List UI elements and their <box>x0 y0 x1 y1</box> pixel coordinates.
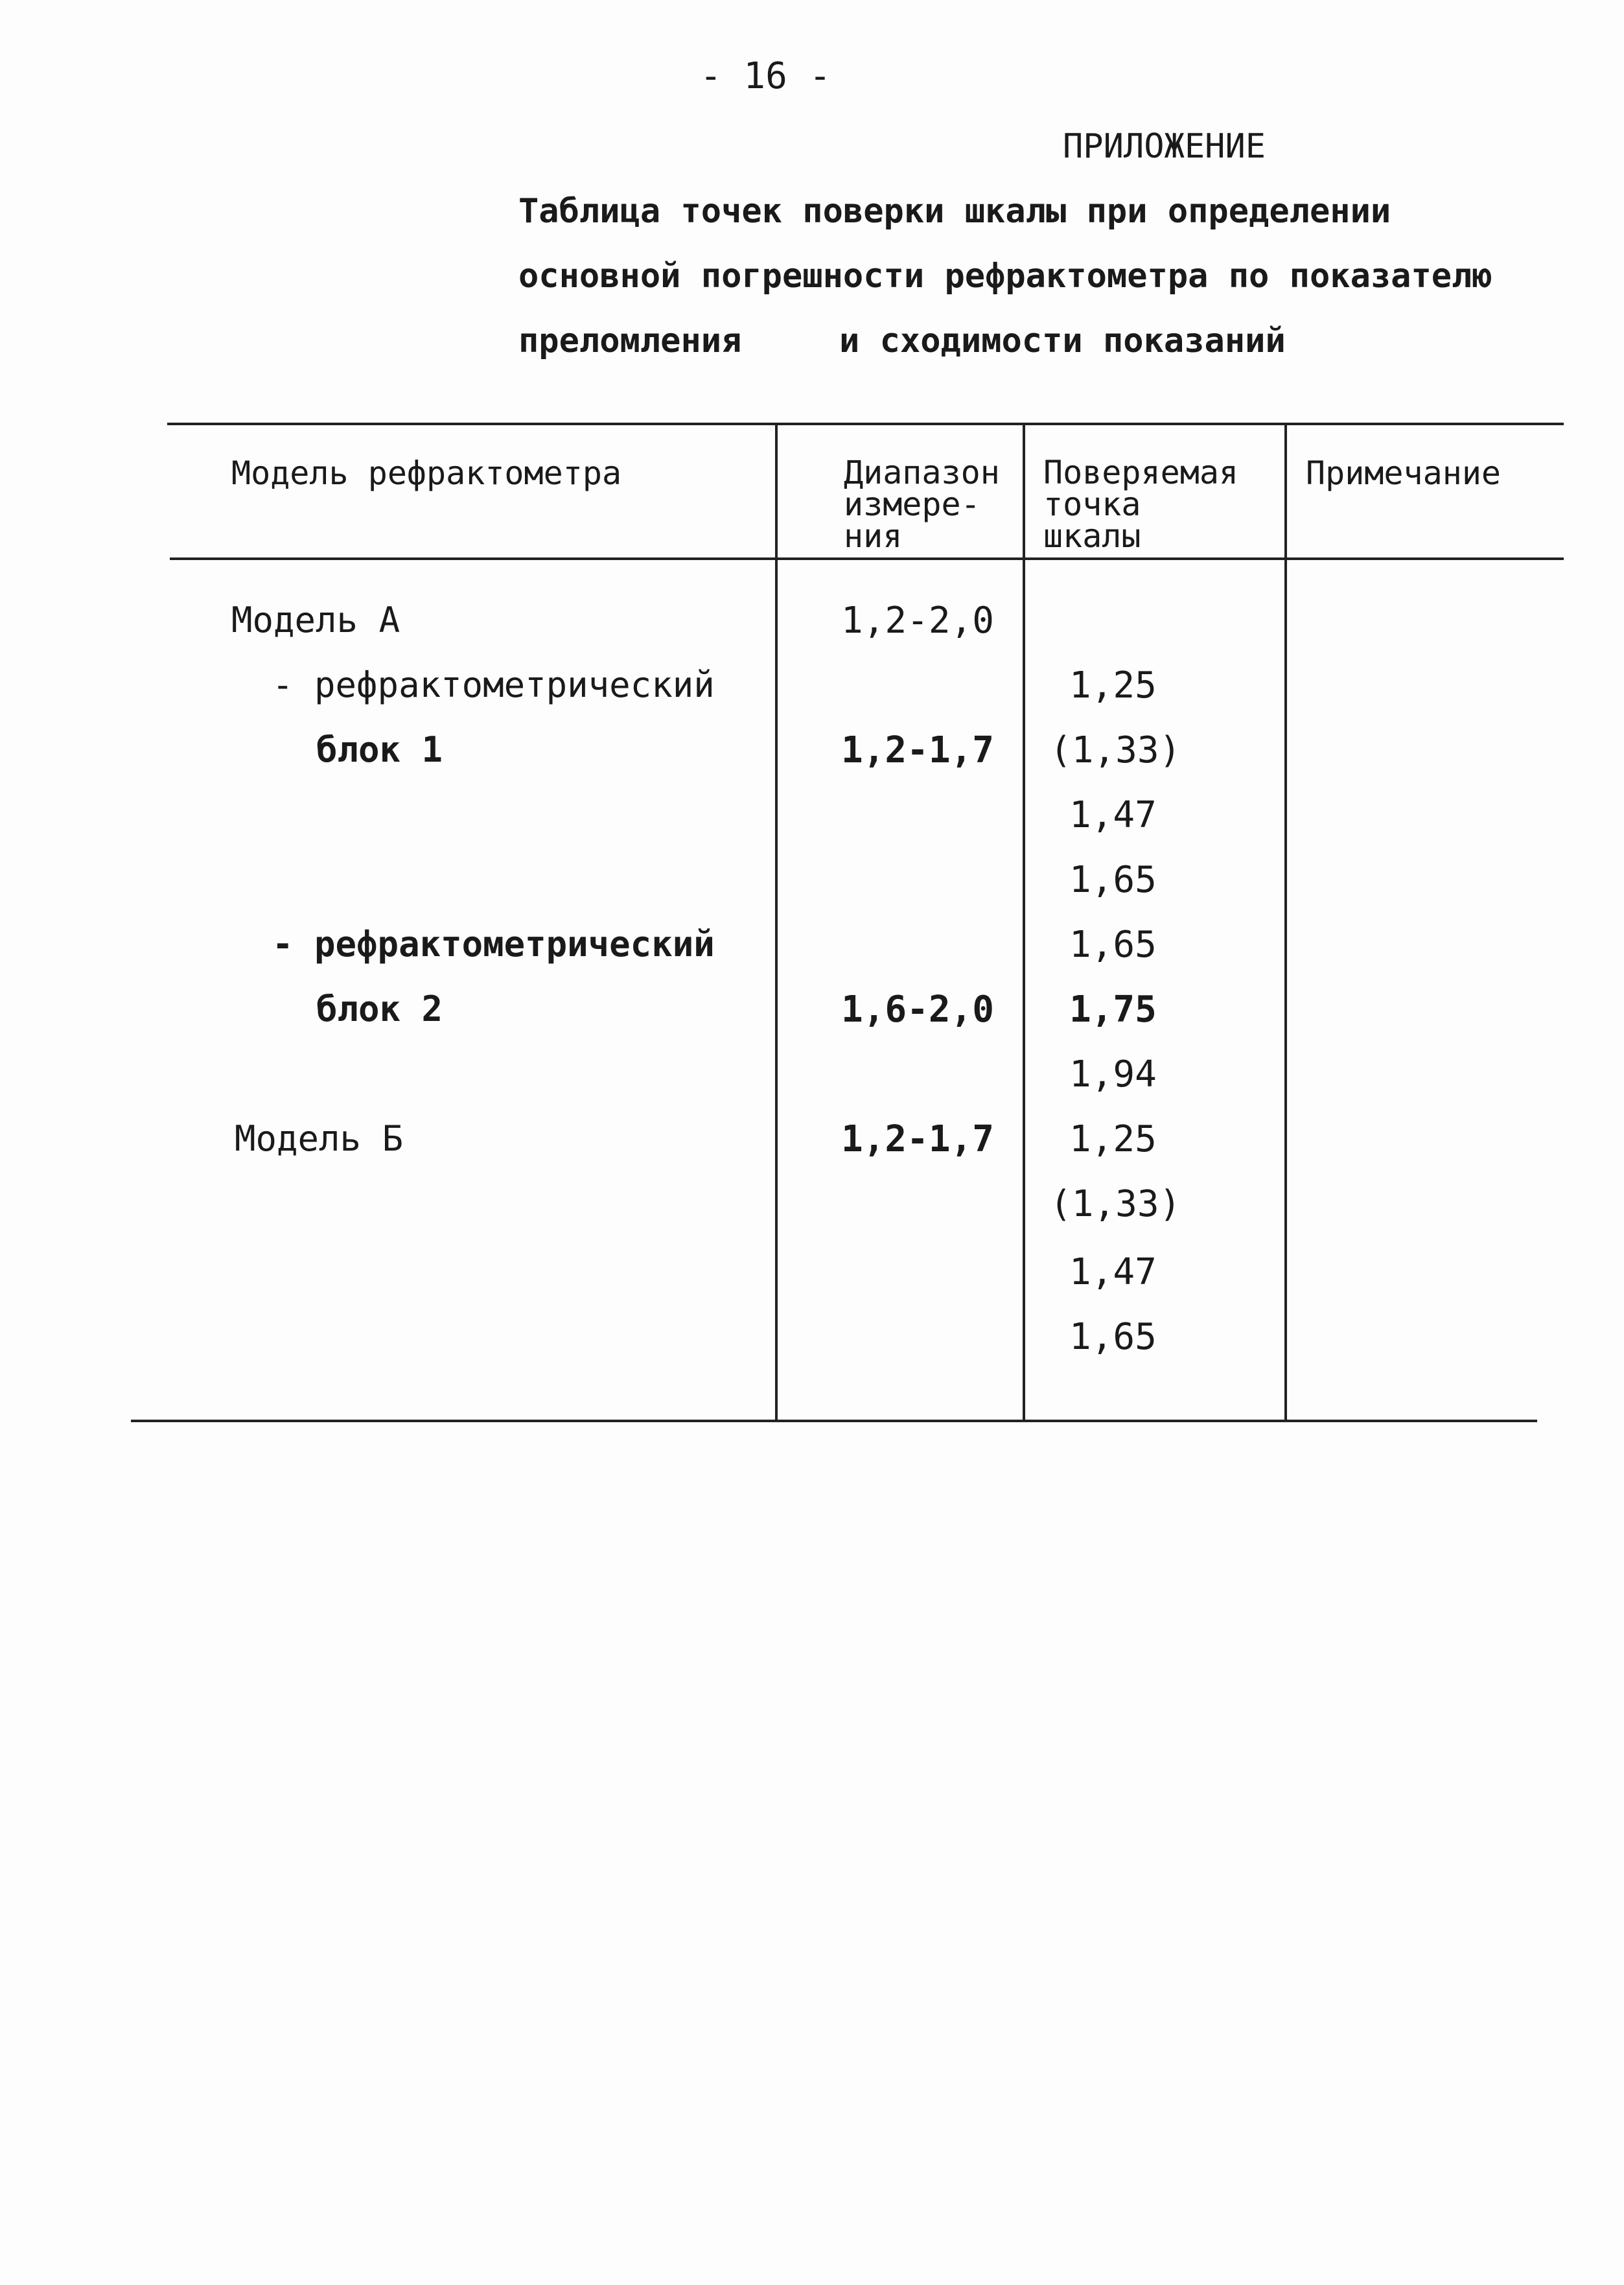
point-10: 1,47 <box>1069 1251 1157 1293</box>
header-point-line-1: Поверяемая <box>1043 454 1239 491</box>
table-header-rule <box>170 557 1564 560</box>
range-block-1: 1,2-1,7 <box>841 729 995 771</box>
table-title-line-1: Таблица точек поверки шкалы при определении <box>518 192 1391 231</box>
model-a-block-1-number: блок 1 <box>316 729 443 770</box>
range-model-b: 1,2-1,7 <box>841 1118 995 1160</box>
table-bottom-rule <box>131 1420 1537 1422</box>
header-point <box>1043 454 1239 555</box>
header-range-line-3: ния <box>844 517 903 555</box>
point-5: 1,65 <box>1069 924 1157 966</box>
model-a-block-2-number: блок 2 <box>316 989 443 1029</box>
header-point-line-3: шкалы <box>1043 517 1141 555</box>
table-column-divider-1 <box>775 423 778 1421</box>
point-2: (1,33) <box>1050 729 1181 771</box>
header-note: Примечание <box>1306 454 1502 492</box>
model-a: Модель А <box>231 600 400 640</box>
table-column-divider-2 <box>1023 423 1025 1421</box>
point-4: 1,65 <box>1069 859 1157 901</box>
page-number: - 16 - <box>700 55 831 97</box>
point-9: (1,33) <box>1050 1183 1181 1225</box>
header-range-line-1: Диапазон <box>844 454 1000 491</box>
range-model-a: 1,2-2,0 <box>841 600 995 642</box>
point-8: 1,25 <box>1069 1118 1157 1160</box>
model-a-block-1-label: - рефрактометрический <box>272 664 715 705</box>
table-title-line-3-continued: и сходимости показаний <box>839 322 1286 360</box>
header-model: Модель рефрактометра <box>231 454 622 492</box>
header-point-line-2: точка <box>1043 486 1141 523</box>
appendix-label: ПРИЛОЖЕНИЕ <box>1063 127 1266 166</box>
point-6: 1,75 <box>1069 989 1157 1031</box>
point-3: 1,47 <box>1069 794 1157 836</box>
header-range <box>844 454 1000 555</box>
point-1: 1,25 <box>1069 664 1157 707</box>
range-block-2: 1,6-2,0 <box>841 989 995 1031</box>
header-range-line-2: измере- <box>844 486 980 523</box>
point-11: 1,65 <box>1069 1316 1157 1358</box>
model-b: Модель Б <box>235 1118 404 1159</box>
table-column-divider-3 <box>1284 423 1287 1421</box>
table-title-line-2: основной погрешности рефрактометра по показателю <box>518 257 1492 296</box>
table-title-line-3: преломления <box>518 322 742 360</box>
model-a-block-2-label: - рефрактометрический <box>272 924 715 965</box>
table-top-rule <box>167 423 1564 425</box>
point-7: 1,94 <box>1069 1053 1157 1096</box>
